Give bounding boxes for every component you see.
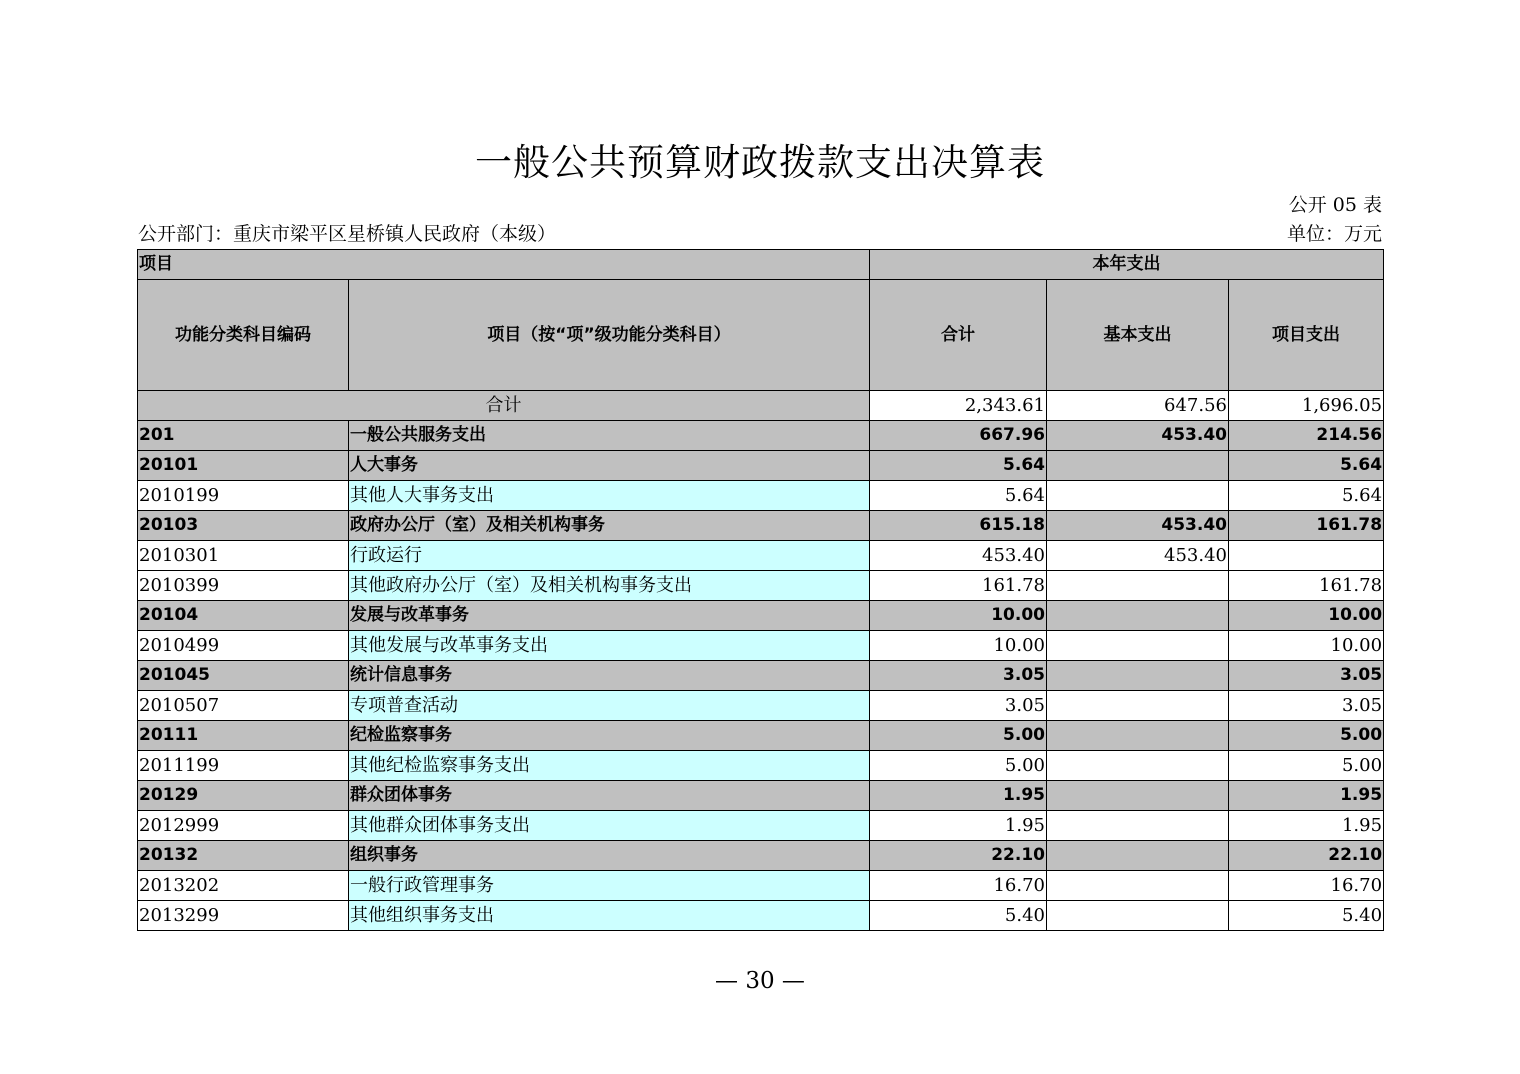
row-name: 一般公共服务支出 <box>349 421 870 451</box>
header-item: 项目（按“项”级功能分类科目） <box>349 280 870 391</box>
table-row <box>138 781 1384 811</box>
row-basic <box>1047 871 1229 901</box>
row-project: 10.00 <box>1229 631 1384 661</box>
row-total: 22.10 <box>870 841 1047 871</box>
row-name: 其他政府办公厅（室）及相关机构事务支出 <box>349 571 870 601</box>
row-project: 1.95 <box>1229 781 1384 811</box>
row-name: 纪检监察事务 <box>349 721 870 751</box>
row-total: 615.18 <box>870 511 1047 541</box>
row-basic <box>1047 451 1229 481</box>
table-row <box>138 541 1384 571</box>
row-name: 组织事务 <box>349 841 870 871</box>
row-total: 10.00 <box>870 631 1047 661</box>
row-code: 2013299 <box>138 901 349 931</box>
row-project: 161.78 <box>1229 511 1384 541</box>
row-basic <box>1047 901 1229 931</box>
row-project: 3.05 <box>1229 691 1384 721</box>
table-row <box>138 661 1384 691</box>
total-row <box>138 391 1384 421</box>
row-code: 2012999 <box>138 811 349 841</box>
row-code: 201045 <box>138 661 349 691</box>
table-row <box>138 601 1384 631</box>
row-code: 2010507 <box>138 691 349 721</box>
table-row <box>138 511 1384 541</box>
row-code: 2010199 <box>138 481 349 511</box>
row-total: 667.96 <box>870 421 1047 451</box>
row-project: 5.64 <box>1229 481 1384 511</box>
row-total: 5.64 <box>870 481 1047 511</box>
row-basic <box>1047 691 1229 721</box>
total-label: 合计 <box>138 391 870 421</box>
row-code: 20132 <box>138 841 349 871</box>
row-name: 群众团体事务 <box>349 781 870 811</box>
row-basic <box>1047 631 1229 661</box>
table-row <box>138 751 1384 781</box>
table-row <box>138 871 1384 901</box>
row-project: 3.05 <box>1229 661 1384 691</box>
table-row <box>138 721 1384 751</box>
row-project: 5.00 <box>1229 721 1384 751</box>
row-basic <box>1047 601 1229 631</box>
row-code: 20103 <box>138 511 349 541</box>
table-row <box>138 841 1384 871</box>
row-basic: 453.40 <box>1047 421 1229 451</box>
table-number: 公开 05 表 <box>1288 194 1382 216</box>
header-code: 功能分类科目编码 <box>138 280 349 391</box>
row-basic: 453.40 <box>1047 541 1229 571</box>
row-project: 5.40 <box>1229 901 1384 931</box>
header-current-year: 本年支出 <box>870 250 1384 280</box>
row-project: 5.00 <box>1229 751 1384 781</box>
row-basic <box>1047 661 1229 691</box>
row-code: 20101 <box>138 451 349 481</box>
row-project: 1.95 <box>1229 811 1384 841</box>
row-name: 专项普查活动 <box>349 691 870 721</box>
row-project: 16.70 <box>1229 871 1384 901</box>
row-basic <box>1047 571 1229 601</box>
header-project: 项目 <box>138 250 870 280</box>
row-project: 161.78 <box>1229 571 1384 601</box>
row-name: 其他组织事务支出 <box>349 901 870 931</box>
table-row <box>138 631 1384 661</box>
total-project: 1,696.05 <box>1229 391 1384 421</box>
row-code: 2010499 <box>138 631 349 661</box>
row-code: 2010399 <box>138 571 349 601</box>
row-project: 22.10 <box>1229 841 1384 871</box>
row-basic <box>1047 781 1229 811</box>
row-total: 5.64 <box>870 451 1047 481</box>
row-code: 20129 <box>138 781 349 811</box>
row-code: 2011199 <box>138 751 349 781</box>
header-project-expenditure: 项目支出 <box>1229 280 1384 391</box>
row-name: 其他群众团体事务支出 <box>349 811 870 841</box>
row-total: 3.05 <box>870 691 1047 721</box>
row-name: 统计信息事务 <box>349 661 870 691</box>
page-title: 一般公共预算财政拨款支出决算表 <box>475 141 1045 184</box>
table-row <box>138 451 1384 481</box>
row-total: 5.00 <box>870 721 1047 751</box>
row-basic <box>1047 841 1229 871</box>
row-basic <box>1047 811 1229 841</box>
row-basic <box>1047 721 1229 751</box>
row-basic <box>1047 481 1229 511</box>
row-project <box>1229 541 1384 571</box>
expenditure-table <box>137 249 1384 931</box>
row-project: 10.00 <box>1229 601 1384 631</box>
row-code: 2010301 <box>138 541 349 571</box>
row-total: 1.95 <box>870 811 1047 841</box>
row-name: 发展与改革事务 <box>349 601 870 631</box>
total-basic: 647.56 <box>1047 391 1229 421</box>
unit-label: 单位：万元 <box>1286 223 1382 245</box>
row-name: 行政运行 <box>349 541 870 571</box>
table-row <box>138 421 1384 451</box>
row-basic <box>1047 751 1229 781</box>
row-name: 其他人大事务支出 <box>349 481 870 511</box>
row-total: 1.95 <box>870 781 1047 811</box>
header-total: 合计 <box>870 280 1047 391</box>
row-name: 其他发展与改革事务支出 <box>349 631 870 661</box>
header-row-2 <box>138 280 1384 391</box>
row-code: 20111 <box>138 721 349 751</box>
table-body <box>138 421 1384 931</box>
table-row <box>138 571 1384 601</box>
row-name: 人大事务 <box>349 451 870 481</box>
row-name: 一般行政管理事务 <box>349 871 870 901</box>
row-project: 5.64 <box>1229 451 1384 481</box>
table-row <box>138 691 1384 721</box>
row-total: 16.70 <box>870 871 1047 901</box>
row-name: 其他纪检监察事务支出 <box>349 751 870 781</box>
row-code: 20104 <box>138 601 349 631</box>
header-row-1 <box>138 250 1384 280</box>
department-label: 公开部门：重庆市梁平区星桥镇人民政府（本级） <box>138 223 557 245</box>
row-total: 5.00 <box>870 751 1047 781</box>
row-total: 161.78 <box>870 571 1047 601</box>
table-row <box>138 481 1384 511</box>
row-name: 政府办公厅（室）及相关机构事务 <box>349 511 870 541</box>
table-row <box>138 901 1384 931</box>
row-project: 214.56 <box>1229 421 1384 451</box>
row-total: 10.00 <box>870 601 1047 631</box>
row-code: 2013202 <box>138 871 349 901</box>
row-total: 3.05 <box>870 661 1047 691</box>
page-number: — 30 — <box>715 968 805 994</box>
table-row <box>138 811 1384 841</box>
header-basic: 基本支出 <box>1047 280 1229 391</box>
row-basic: 453.40 <box>1047 511 1229 541</box>
row-total: 453.40 <box>870 541 1047 571</box>
total-amount: 2,343.61 <box>870 391 1047 421</box>
row-code: 201 <box>138 421 349 451</box>
row-total: 5.40 <box>870 901 1047 931</box>
